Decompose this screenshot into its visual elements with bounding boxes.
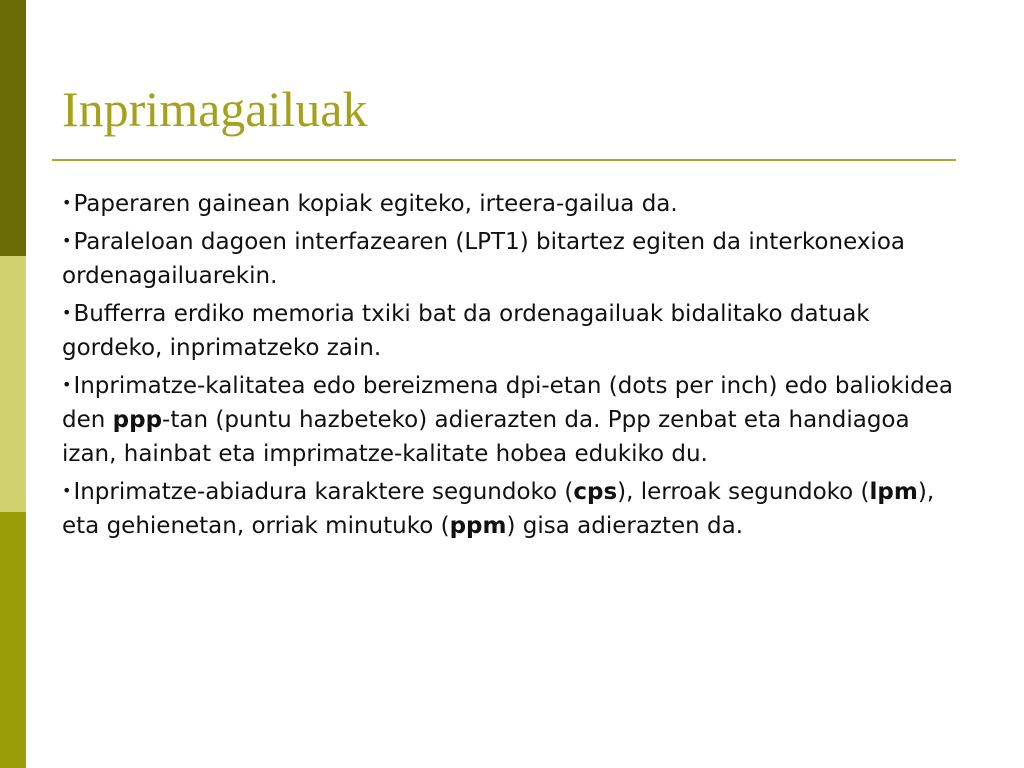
term-ppp: ppp [112,407,163,433]
bullet-dot: • [62,481,72,500]
bullet-list [62,186,962,546]
bullet-item-1 [62,186,962,221]
bullet-text: ), eta gehienetan, orriak minutuko ( [62,479,935,539]
bullet-item-4 [62,368,962,471]
bullet-item-3 [62,296,962,365]
bullet-text: Bufferra erdiko memoria txiki bat da ordenagailuak bidalitako datuak gordeko, inprimatzeko zain. [62,301,870,361]
bullet-text: ), lerroak segundoko ( [617,479,870,505]
bullet-text: Paraleloan dagoen interfazearen (LPT1) bitartez egiten da interkonexioa ordenagailuarekin. [62,229,905,289]
bullet-text: -tan (puntu hazbeteko) adierazten da. Ppp zenbat eta handiagoa izan, hainbat eta imprimatze-kalitate hobea edukiko du. [62,407,910,467]
title-underline [52,159,956,161]
side-bar-middle [0,256,26,512]
bullet-dot: • [62,303,72,322]
bullet-text: Paperaren gainean kopiak egiteko, irteera-gailua da. [73,191,678,217]
term-lpm: lpm [869,479,918,505]
bullet-item-2 [62,224,962,293]
side-bar-bottom [0,512,26,768]
bullet-dot: • [62,193,72,212]
bullet-dot: • [62,375,72,394]
bullet-text: ) gisa adierazten da. [506,513,744,539]
term-ppm: ppm [449,513,507,539]
bullet-dot: • [62,231,72,250]
bullet-item-5 [62,474,962,543]
side-bar-top [0,0,26,256]
bullet-text: Inprimatze-abiadura karaktere segundoko ( [73,479,574,505]
term-cps: cps [573,479,618,505]
slide-title: Inprimagailuak [62,81,368,137]
bullet-text: Inprimatze-kalitatea edo bereizmena dpi-etan (dots per inch) edo baliokidea den [62,373,953,433]
